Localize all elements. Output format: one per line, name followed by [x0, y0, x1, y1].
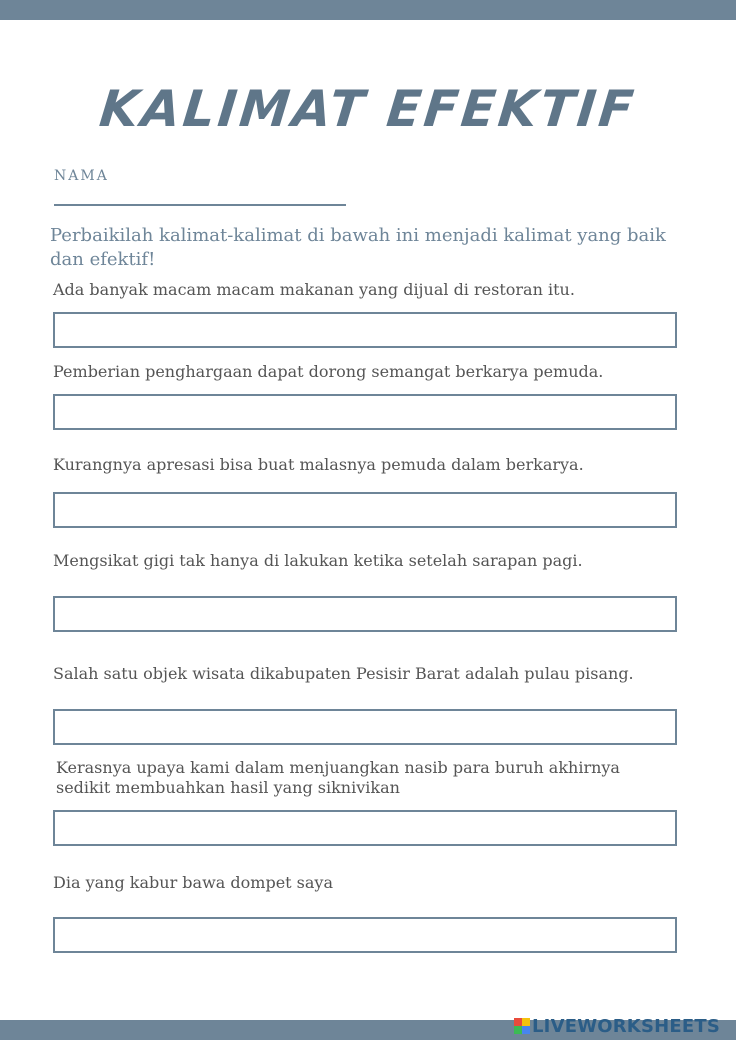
name-underline — [54, 204, 346, 206]
page-title: KALIMAT EFEKTIF — [96, 80, 640, 138]
question-6-prompt: Kerasnya upaya kami dalam menjuangkan nasib para buruh akhirnya sedikit membuahkan hasil yang siknivikan — [56, 758, 620, 797]
question-3-prompt: Kurangnya apresasi bisa buat malasnya pemuda dalam berkarya. — [53, 455, 584, 474]
liveworksheets-logo-icon — [514, 1018, 530, 1034]
question-2-answer-field[interactable] — [53, 394, 677, 430]
question-1-answer-field[interactable] — [53, 312, 677, 348]
question-5-answer-field[interactable] — [53, 709, 677, 745]
liveworksheets-brand[interactable] — [514, 1015, 720, 1037]
top-border-bar — [0, 0, 736, 20]
question-5-prompt: Salah satu objek wisata dikabupaten Pesisir Barat adalah pulau pisang. — [53, 664, 634, 683]
question-2-prompt: Pemberian penghargaan dapat dorong semangat berkarya pemuda. — [53, 362, 604, 381]
question-3-answer-field[interactable] — [53, 492, 677, 528]
brand-label: LIVEWORKSHEETS — [532, 1015, 721, 1037]
question-7-answer-field[interactable] — [53, 917, 677, 953]
instruction-text: Perbaikilah kalimat-kalimat di bawah ini menjadi kalimat yang baik dan efektif! — [50, 225, 666, 270]
question-4-answer-field[interactable] — [53, 596, 677, 632]
name-label: NAMA — [54, 168, 109, 184]
question-4-prompt: Mengsikat gigi tak hanya di lakukan ketika setelah sarapan pagi. — [53, 551, 583, 570]
question-7-prompt: Dia yang kabur bawa dompet saya — [53, 873, 333, 892]
question-1-prompt: Ada banyak macam macam makanan yang dijual di restoran itu. — [53, 280, 575, 299]
question-6-answer-field[interactable] — [53, 810, 677, 846]
